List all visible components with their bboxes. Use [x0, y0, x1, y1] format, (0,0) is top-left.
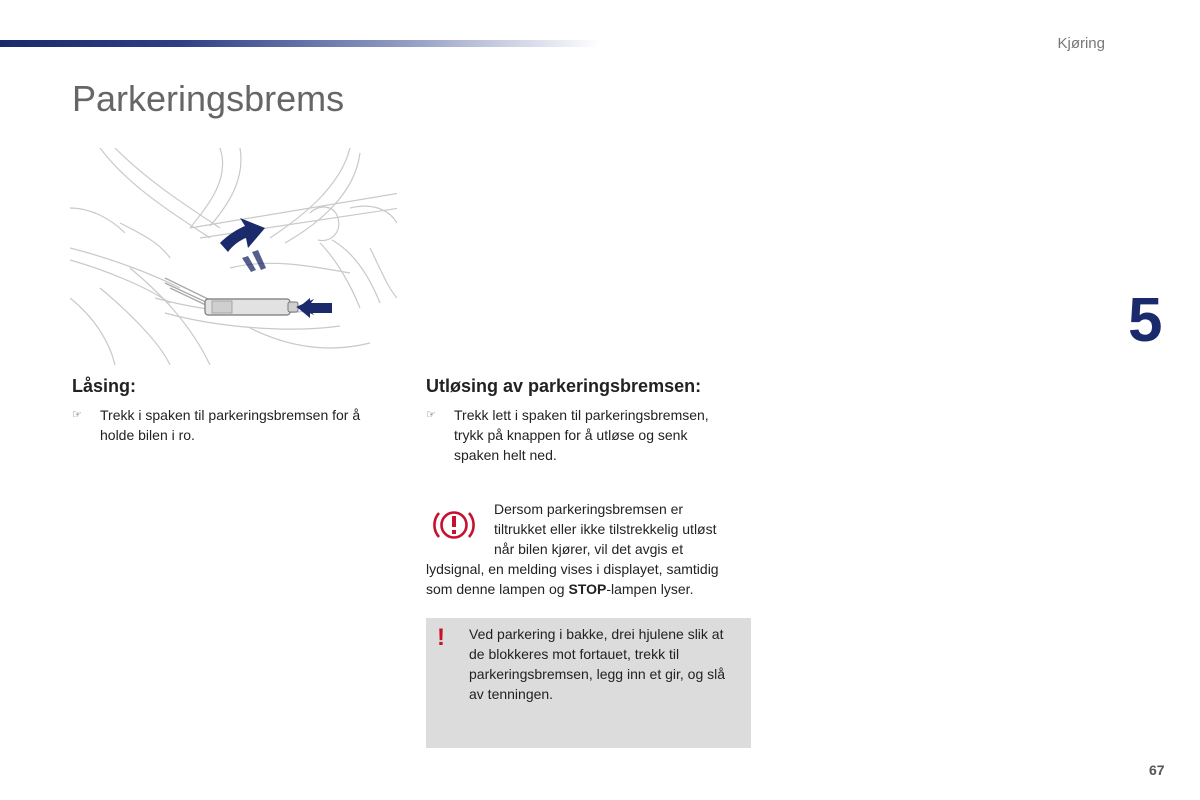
chapter-number: 5 [1128, 286, 1163, 355]
page-title: Parkeringsbrems [72, 78, 345, 119]
caution-box [426, 618, 751, 748]
warning-note-line: lydsignal, en melding vises i displayet, samtidig [426, 561, 719, 577]
warning-note-last-line [426, 579, 751, 599]
exclamation-icon: ! [437, 624, 445, 651]
warning-note-line: Dersom parkeringsbremsen er [494, 501, 684, 517]
release-bullet [426, 405, 736, 465]
header-gradient-bar [0, 40, 600, 47]
pointer-icon: ☞ [72, 409, 82, 421]
stop-label: STOP [568, 581, 607, 597]
parking-brake-lever-illustration [70, 148, 397, 365]
locking-bullet [72, 405, 392, 445]
locking-bullet-text: Trekk i spaken til parkeringsbremsen for å holde bilen i ro. [100, 407, 361, 443]
locking-heading: Låsing: [72, 376, 137, 396]
section-label: Kjøring [1057, 35, 1105, 52]
caution-text: Ved parkering i bakke, drei hjulene slik at de blokkeres mot fortauet, trekk til parkeringsbremsen, legg inn et gir, og slå av tenningen. [469, 626, 726, 702]
warning-note-line: når bilen kjører, vil det avgis et [494, 541, 684, 557]
release-bullet-text: Trekk lett i spaken til parkeringsbremsen, trykk på knappen for å utløse og senk spaken helt ned. [454, 407, 709, 463]
warning-note [426, 499, 751, 599]
warning-note-text: som denne lampen og [426, 581, 569, 597]
warning-note-text: -lampen lyser. [606, 581, 694, 597]
warning-note-line: tiltrukket eller ikke tilstrekkelig utløst [494, 521, 717, 537]
page-number: 67 [1149, 762, 1165, 778]
pointer-icon: ☞ [426, 409, 436, 421]
release-heading: Utløsing av parkeringsbremsen: [426, 376, 702, 396]
